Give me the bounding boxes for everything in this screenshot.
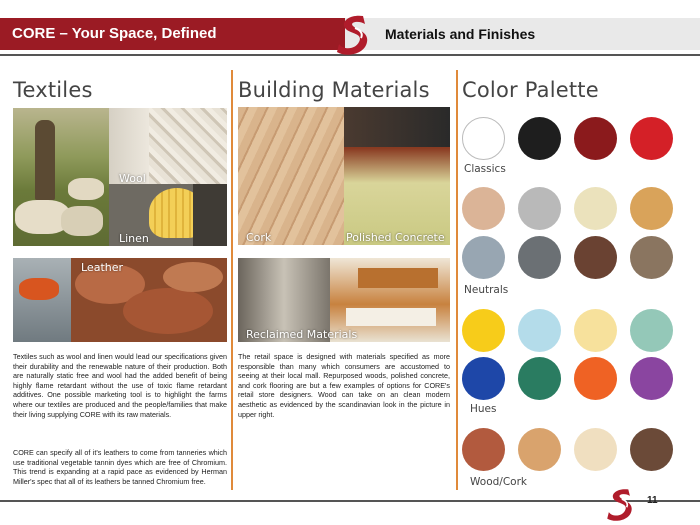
reclaimed-materials-image — [238, 258, 450, 342]
building-materials-paragraph: The retail space is designed with materials specified as more responsible than many which consumers are accustomed to seeing at their local mall. Repurposed woods, polished concrete, and cork flooring are but a few examples of options for CORE's retail store designers. Wood can take on an clean modern aesthetic as evidenced by the scandinavian look in the picture in upper right. — [238, 352, 450, 419]
palette-group-label: Classics — [464, 163, 506, 175]
color-swatch-wood-cork-4 — [630, 428, 673, 471]
color-swatch-neutrals-5 — [462, 236, 505, 279]
header-right-bar — [345, 18, 700, 50]
color-swatch-neutrals-2 — [518, 187, 561, 230]
cork-label: Cork — [246, 231, 272, 244]
polished-concrete-image — [344, 107, 450, 245]
palette-group-label: Neutrals — [464, 284, 509, 296]
wool-image — [109, 108, 227, 184]
color-swatch-wood-cork-1 — [462, 428, 505, 471]
linen-label: Linen — [119, 232, 149, 245]
wool-label: Wool — [119, 172, 146, 184]
header-left-bar — [0, 18, 345, 50]
color-swatch-hues-7 — [574, 357, 617, 400]
textiles-paragraph-2: CORE can specify all of it's leathers to come from tanneries which use traditional vegetable tannin dyes which are free of Chromium. This trend is expanding at a rapid pace as evidenced by Herman Miller's spec that all of its leathers be tanned Chromium free. — [13, 448, 227, 486]
color-swatch-hues-6 — [518, 357, 561, 400]
palette-group-label: Wood/Cork — [470, 476, 527, 488]
color-swatch-neutrals-1 — [462, 187, 505, 230]
column-divider-2 — [456, 70, 458, 490]
color-swatch-neutrals-4 — [630, 187, 673, 230]
color-swatch-hues-8 — [630, 357, 673, 400]
color-palette-title: Color Palette — [462, 78, 599, 102]
color-swatch-hues-4 — [630, 309, 673, 352]
color-swatch-hues-3 — [574, 309, 617, 352]
footer-logo-icon — [604, 486, 638, 522]
color-swatch-neutrals-7 — [574, 236, 617, 279]
linen-image — [109, 184, 227, 246]
color-swatch-classics-1 — [462, 117, 505, 160]
footer-divider — [0, 500, 700, 502]
palette-group-label: Hues — [470, 403, 497, 415]
color-swatch-neutrals-3 — [574, 187, 617, 230]
color-swatch-hues-1 — [462, 309, 505, 352]
color-swatch-neutrals-8 — [630, 236, 673, 279]
header-right-title: Materials and Finishes — [385, 26, 536, 42]
color-swatch-wood-cork-2 — [518, 428, 561, 471]
textiles-paragraph-1: Textiles such as wool and linen would lead our specifications given their durability and the renewable nature of their production. Both are naturally static free and wool had the added benefit of being highly flame retardant without the use of toxic flame retardant additives. One possible marketing tool is to highlight the farms where our textiles are produced and the people/families that make their living supplying CORE with its raw materials. — [13, 352, 227, 419]
brand-logo-icon — [333, 12, 375, 56]
sheep-farm-image — [13, 108, 109, 246]
leather-image — [13, 258, 227, 342]
color-swatch-neutrals-6 — [518, 236, 561, 279]
color-swatch-wood-cork-3 — [574, 428, 617, 471]
reclaimed-materials-label: Reclaimed Materials — [246, 328, 358, 341]
leather-label: Leather — [81, 261, 124, 274]
polished-concrete-label: Polished Concrete — [346, 231, 445, 244]
color-swatch-hues-5 — [462, 357, 505, 400]
color-swatch-classics-3 — [574, 117, 617, 160]
building-materials-title: Building Materials — [238, 78, 430, 102]
color-swatch-hues-2 — [518, 309, 561, 352]
page-number: 11 — [647, 495, 658, 506]
textiles-title: Textiles — [13, 78, 93, 102]
cork-image — [238, 107, 344, 245]
color-swatch-classics-4 — [630, 117, 673, 160]
column-divider-1 — [231, 70, 233, 490]
header-left-title: CORE – Your Space, Defined — [12, 25, 217, 42]
color-swatch-classics-2 — [518, 117, 561, 160]
